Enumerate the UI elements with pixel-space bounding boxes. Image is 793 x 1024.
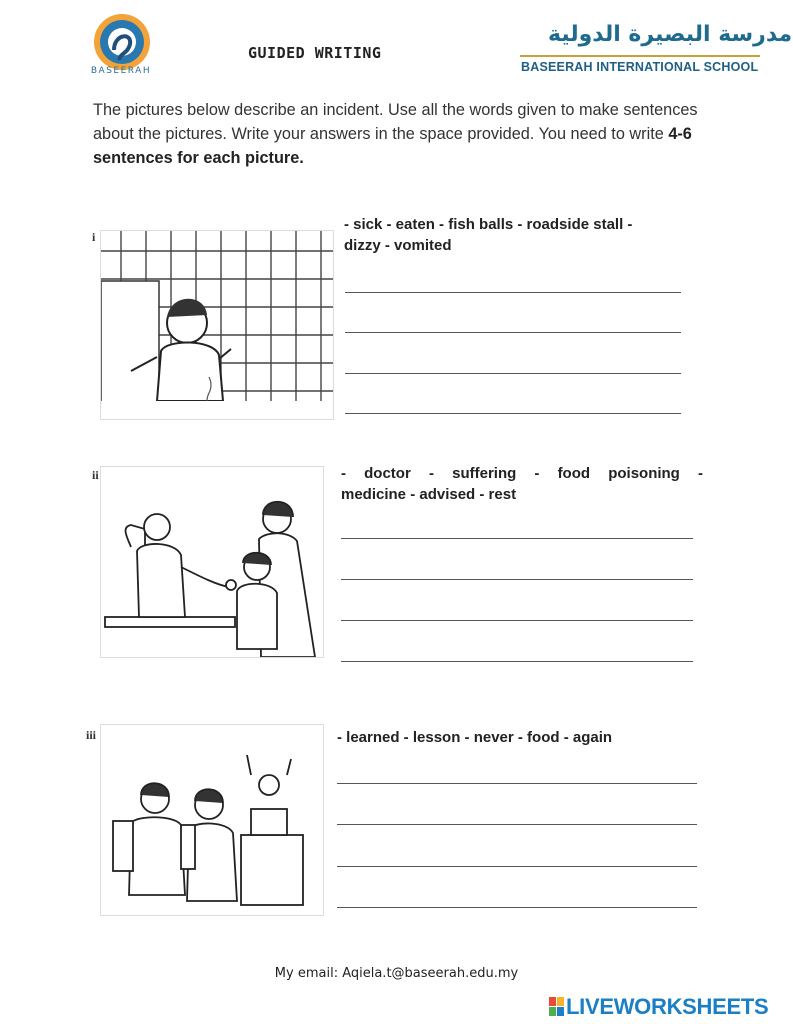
section-numeral-3: iii — [86, 728, 97, 742]
instructions-text: The pictures below describe an incident. Use all the words given to make sentences about the pictures. Write your answers in the space provided. You need to write — [93, 101, 698, 143]
answer-line-1-2[interactable] — [345, 332, 681, 333]
word-list-3 — [337, 727, 707, 748]
picture-children-stall — [100, 724, 324, 916]
author-email: My email: Aqiela.t@baseerah.edu.my — [274, 966, 519, 981]
picture-doctor-visit — [100, 466, 324, 658]
word-list-2 — [341, 463, 703, 505]
section-numeral-1: i — [92, 230, 96, 244]
answer-line-1-3[interactable] — [345, 373, 681, 374]
answer-line-2-3[interactable] — [341, 620, 693, 621]
word-list-line: - sick - eaten - fish balls - roadside stall - — [344, 216, 633, 233]
word-list-line: - learned - lesson - never - food - again — [337, 729, 613, 746]
liveworksheets-icon — [549, 997, 564, 1016]
answer-line-3-2[interactable] — [337, 824, 697, 825]
answer-line-2-4[interactable] — [341, 661, 693, 662]
answer-line-2-1[interactable] — [341, 538, 693, 539]
school-name-divider — [520, 55, 760, 57]
liveworksheets-brand[interactable]: LIVEWORKSHEETS — [566, 994, 769, 1019]
answer-line-3-4[interactable] — [337, 907, 697, 908]
word-list-line: - doctor - suffering - food poisoning - — [341, 465, 703, 482]
school-name-english: BASEERAH INTERNATIONAL SCHOOL — [521, 60, 759, 74]
answer-line-2-2[interactable] — [341, 579, 693, 580]
answer-line-1-1[interactable] — [345, 292, 681, 293]
word-list-line: dizzy - vomited — [344, 237, 452, 254]
instructions-bold: 4-6 sentences for each picture. — [93, 125, 692, 167]
worksheet-title: GUIDED WRITING — [248, 44, 382, 62]
instructions — [93, 98, 713, 170]
answer-line-3-3[interactable] — [337, 866, 697, 867]
section-numeral-2: ii — [92, 468, 99, 482]
answer-line-1-4[interactable] — [345, 413, 681, 414]
answer-line-3-1[interactable] — [337, 783, 697, 784]
word-list-1 — [344, 214, 704, 256]
school-name-arabic: مدرسة البصيرة الدولية — [548, 22, 793, 47]
word-list-line: medicine - advised - rest — [341, 486, 517, 503]
picture-sick-boy — [100, 230, 334, 420]
logo-text: BASEERAH — [90, 66, 152, 76]
